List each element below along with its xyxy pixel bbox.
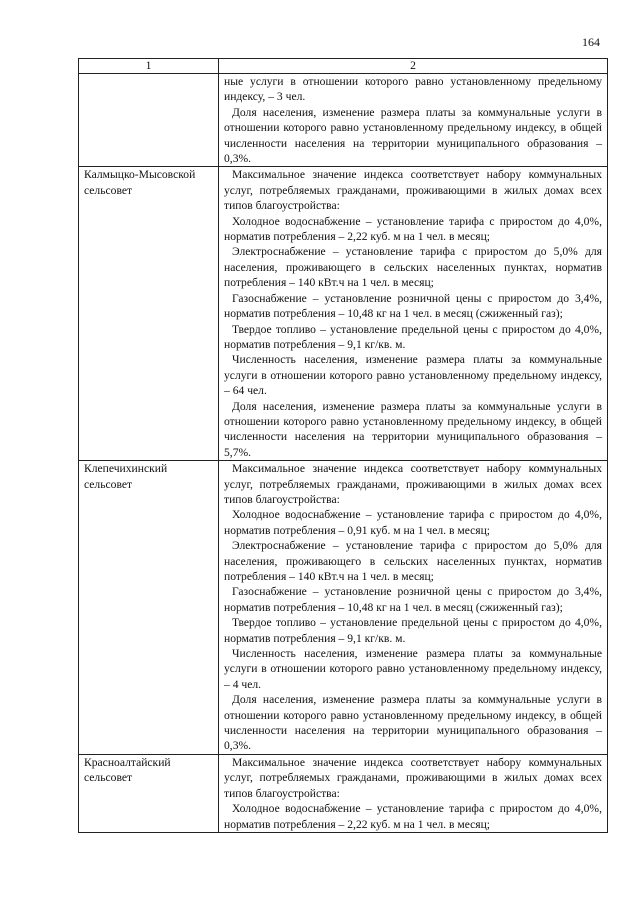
- description-paragraph: Холодное водоснабжение – установление тарифа с приростом до 4,0%, норматив потребления – 2,22 куб. м на 1 чел. в месяц;: [224, 214, 602, 244]
- municipality-name: Красноалтайский сельсовет: [79, 754, 219, 832]
- column-header-2: 2: [219, 59, 608, 74]
- description-paragraph: Доля населения, изменение размера платы за коммунальные услуги в отношении которого равно установленному предельному индексу, в общей численности населения на территории муниципального образования – 5,7%.: [224, 399, 602, 459]
- table-row: [79, 167, 608, 461]
- description-paragraph: ные услуги в отношении которого равно установленному предельному индексу, – 3 чел.: [224, 75, 602, 104]
- municipality-name: Клепечихинский сельсовет: [79, 461, 219, 755]
- description-paragraph: Доля населения, изменение размера платы за коммунальные услуги в отношении которого равно установленному предельному индексу, в общей численности населения на территории муниципального образования – 0,3%.: [224, 105, 602, 166]
- table-row: [79, 74, 608, 167]
- description-paragraph: Газоснабжение – установление розничной цены с приростом до 3,4%, норматив потребления – 10,48 кг на 1 чел. в месяц (сжиженный газ);: [224, 291, 602, 321]
- municipality-name: [79, 74, 219, 167]
- description-paragraph: Численность населения, изменение размера платы за коммунальные услуги в отношении которого равно установленному предельному индексу, – 4 чел.: [224, 647, 602, 691]
- page-number: 164: [582, 35, 600, 49]
- table-row: [79, 754, 608, 832]
- description-cell: [219, 754, 608, 832]
- description-paragraph: Газоснабжение – установление розничной цены с приростом до 3,4%, норматив потребления – 10,48 кг на 1 чел. в месяц (сжиженный газ);: [224, 585, 602, 614]
- column-header-1: 1: [79, 59, 219, 74]
- description-cell: [219, 461, 608, 755]
- description-paragraph: Электроснабжение – установление тарифа с приростом до 5,0% для населения, проживающего в сельских населенных пунктах, норматив потребления – 140 кВт.ч на 1 чел. в месяц;: [224, 245, 602, 290]
- municipality-name: Калмыцко-Мысовской сельсовет: [79, 167, 219, 461]
- description-paragraph: Максимальное значение индекса соответствует набору коммунальных услуг, потребляемых гражданами, проживающими в жилых домах всех типов благоустройства:: [224, 462, 602, 506]
- description-paragraph: Твердое топливо – установление предельной цены с приростом до 4,0%, норматив потребления – 9,1 кг/кв. м.: [224, 322, 602, 351]
- description-paragraph: Холодное водоснабжение – установление тарифа с приростом до 4,0%, норматив потребления – 0,91 куб. м на 1 чел. в месяц;: [224, 508, 602, 537]
- municipality-table: [78, 58, 608, 833]
- table-row: [79, 461, 608, 755]
- description-paragraph: Максимальное значение индекса соответствует набору коммунальных услуг, потребляемых гражданами, проживающими в жилых домах всех типов благоустройства:: [224, 755, 602, 800]
- description-paragraph: Максимальное значение индекса соответствует набору коммунальных услуг, потребляемых гражданами, проживающими в жилых домах всех типов благоустройства:: [224, 168, 602, 213]
- header-row: [79, 59, 608, 74]
- description-paragraph: Доля населения, изменение размера платы за коммунальные услуги в отношении которого равно установленному предельному индексу, в общей численности населения на территории муниципального образования – 0,3%.: [224, 693, 602, 753]
- description-paragraph: Численность населения, изменение размера платы за коммунальные услуги в отношении которого равно установленному предельному индексу, – 64 чел.: [224, 353, 602, 398]
- description-cell: [219, 167, 608, 461]
- description-cell: [219, 74, 608, 167]
- description-paragraph: Холодное водоснабжение – установление тарифа с приростом до 4,0%, норматив потребления – 2,22 куб. м на 1 чел. в месяц;: [224, 802, 602, 831]
- description-paragraph: Электроснабжение – установление тарифа с приростом до 5,0% для населения, проживающего в сельских населенных пунктах, норматив потребления – 140 кВт.ч на 1 чел. в месяц;: [224, 539, 602, 583]
- description-paragraph: Твердое топливо – установление предельной цены с приростом до 4,0%, норматив потребления – 9,1 кг/кв. м.: [224, 616, 602, 645]
